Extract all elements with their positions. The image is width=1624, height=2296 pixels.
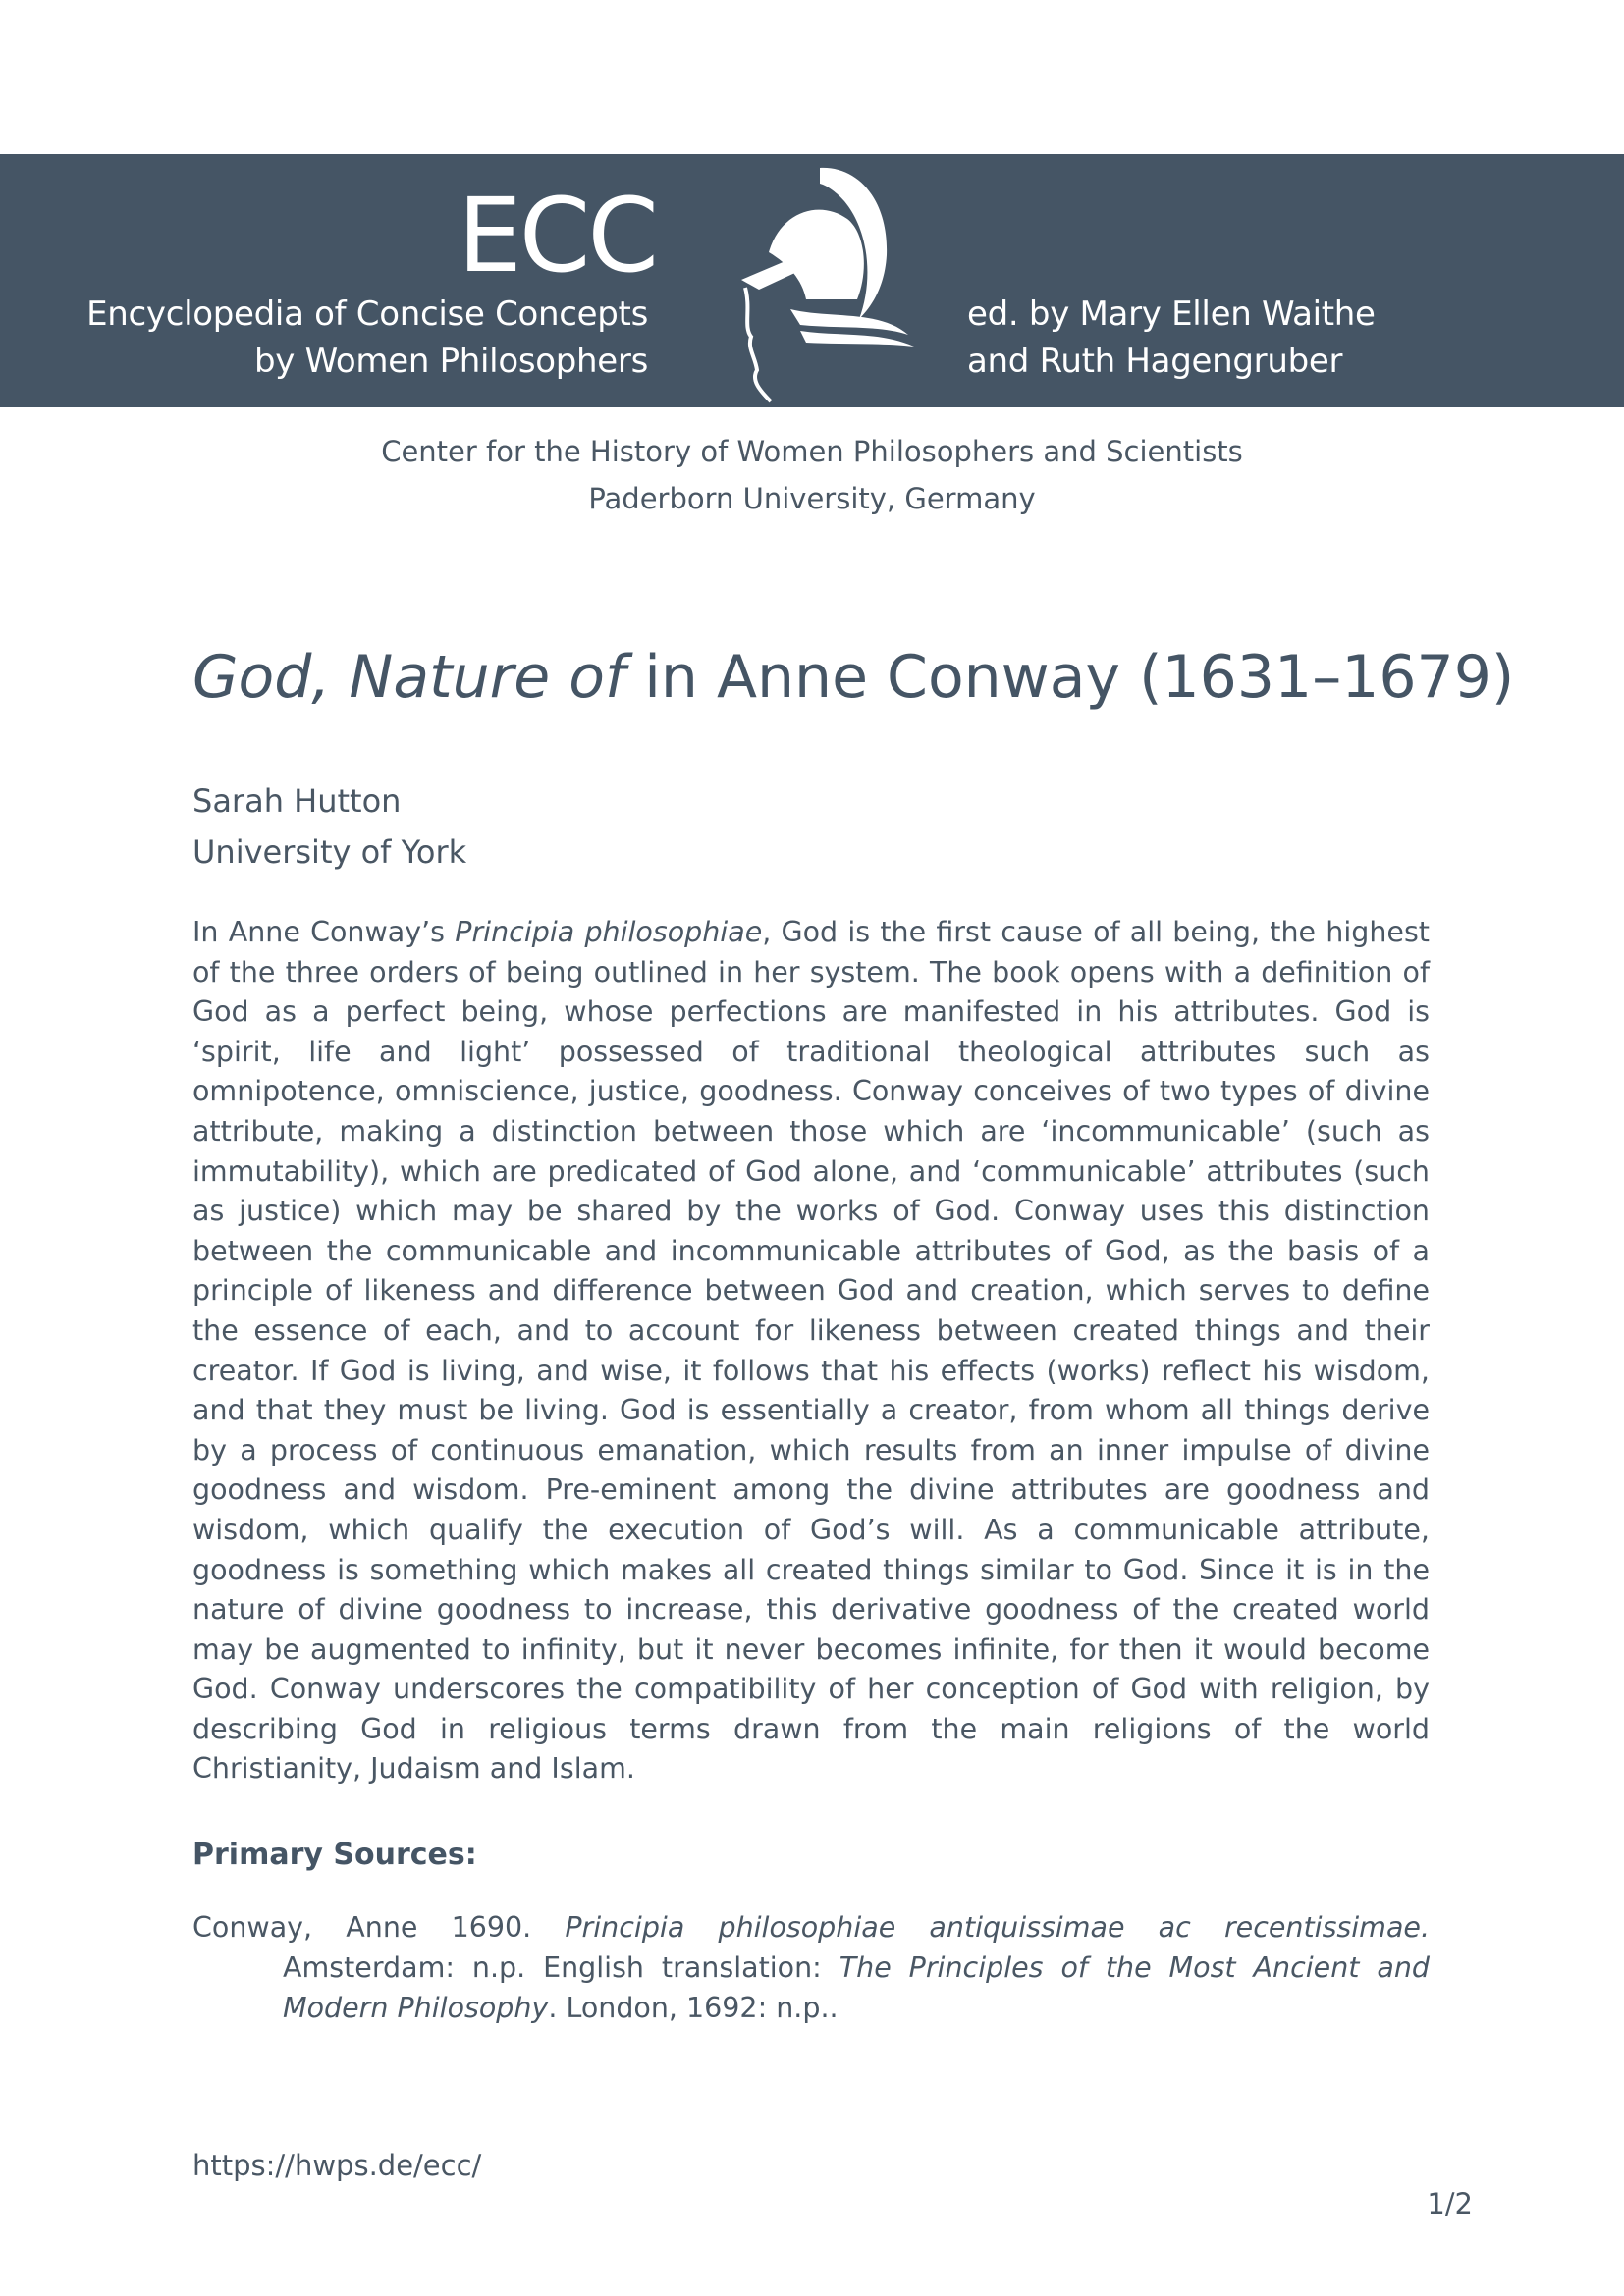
article-title [192,638,1515,717]
ref-italic1: Principia philosophiae antiquissimae ac recentissimae. [565,1911,1431,1944]
ref-part2: Amsterdam: n.p. English translation: [283,1951,839,1984]
article-body [192,913,1430,1789]
institution-line1: Center for the History of Women Philosophers and Scientists [381,435,1243,468]
ref-part1: Conway, Anne 1690. [192,1911,566,1944]
page-number: 1/2 [1427,2187,1473,2220]
editors-line2: and Ruth Hagengruber [967,342,1343,381]
primary-sources-heading: Primary Sources: [192,1838,477,1872]
article-title-italic: God, Nature of [192,643,626,712]
ref-part3: . London, 1692: n.p.. [548,1992,839,2024]
encyclopedia-title-line2: by Women Philosophers [253,342,648,381]
body-part2: , God is the first cause of all being, the highest of the three orders of being outlined in her system. The book opens with a definition of God as a perfect being, whose perfections are manifested in his attributes. God is ‘spirit, life and light’ possessed of traditional theological attributes such as omnipotence, omniscience, justice, goodness. Conway conceives of two types of divine attribute, making a distinction between those which are ‘incommunicable’ (such as immutability), which are predicated of God alone, and ‘communicable’ attributes (such as justice) which may be shared by the works of God. Conway uses this distinction between the communicable and incommunicable attributes of God, as the basis of a principle of likeness and difference between God and creation, which serves to define the essence of each, and to account for likeness between created things and their creator. If God is living, and wise, it follows that his effects (works) reflect his wisdom, and that they must be living. God is essentially a creator, from whom all things derive by a process of continuous emanation, which results from an inner impulse of divine goodness and wisdom. Pre-eminent among the divine attributes are goodness and wisdom, which qualify the execution of God’s will. As a communicable attribute, goodness is something which makes all created things similar to God. Since it is in the nature of divine goodness to increase, this derivative goodness of the created world may be augmented to infinity, but it never becomes infinite, for then it would become God. Conway underscores the compatibility of her conception of God with religion, by describing God in religious terms drawn from the main religions of the world Christianity, Judaism and Islam. [192,916,1430,1786]
author-name: Sarah Hutton [192,782,402,820]
author-affiliation: University of York [192,833,467,871]
institution-line2: Paderborn University, Germany [588,482,1036,515]
body-italic: Principia philosophiae [455,916,763,948]
encyclopedia-title [39,291,648,385]
ecc-logo: ECC [458,176,656,295]
article-title-rest: in Anne Conway (1631–1679) [625,643,1515,712]
author-block [192,775,466,878]
primary-source-reference [192,1907,1430,2028]
editors [967,291,1517,385]
body-part1: In Anne Conway’s [192,916,456,948]
footer-url[interactable]: https://hwps.de/ecc/ [192,2149,482,2182]
editors-line1: ed. by Mary Ellen Waithe [967,294,1376,334]
institution [0,428,1624,522]
encyclopedia-title-line1: Encyclopedia of Concise Concepts [86,294,648,334]
ref-italic2: The Principles of the Most Ancient and Modern Philosophy [283,1951,1431,2024]
athena-helmet-icon [712,162,928,407]
